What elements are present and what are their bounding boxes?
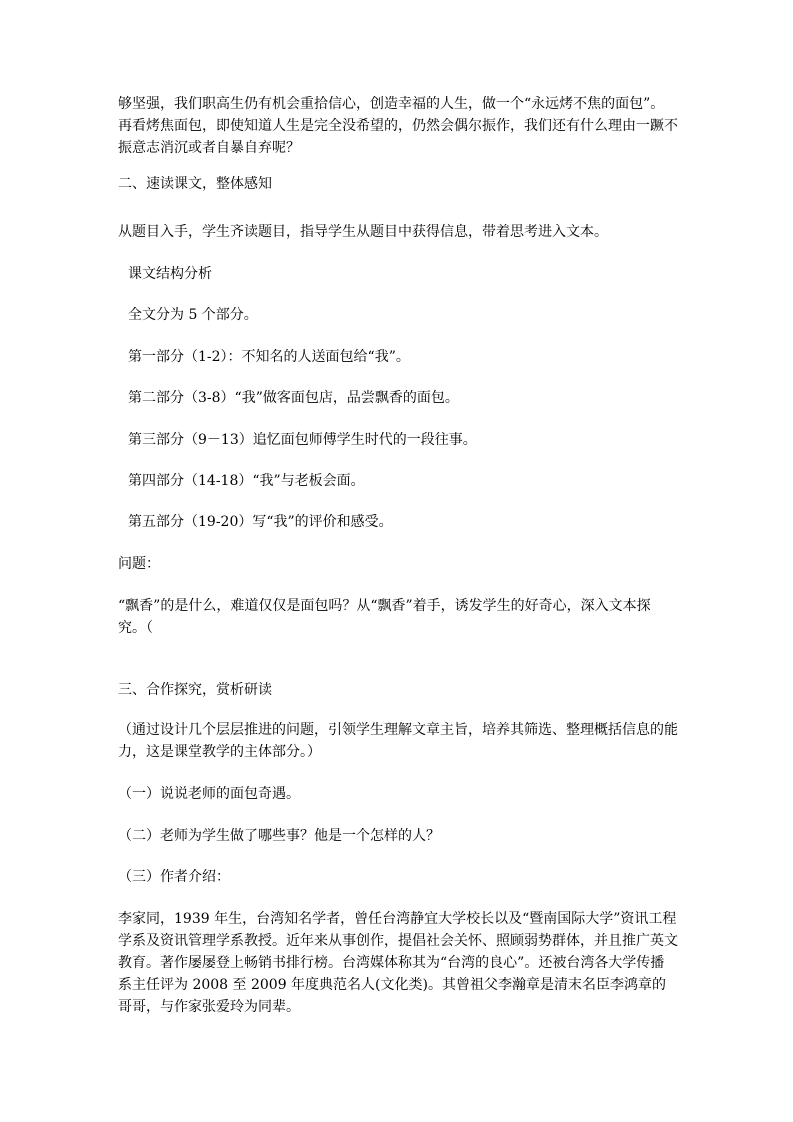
structure-analysis-heading: 课文结构分析	[128, 266, 212, 282]
subquestion-2: （二）老师为学生做了哪些事？他是一个怎样的人？	[118, 828, 440, 844]
question-text: “飘香”的是什么，难道仅仅是面包吗？从“飘香”着手，诱发学生的好奇心，深入文本探究。（	[118, 598, 651, 636]
structure-part-1: 第一部分（1-2）：不知名的人送面包给“我”。	[128, 349, 410, 365]
author-bio: 李家同，1939 年生，台湾知名学者，曾任台湾静宜大学校长以及“暨南国际大学”资讯工程学系及资讯管理学系教授。近年来从事创作，提倡社会关怀、照顾弱势群体，并且推广英文教育。著作屡屡登上畅销书排行榜。台湾媒体称其为“台湾的良心”。还被台湾各大学传播系主任评为 2008 至 2009 年度典范名人(文化类)。其曾祖父李瀚章是清末名臣李鸿章的哥哥，与作家张爱玲为同辈。	[118, 911, 678, 1015]
structure-part-2: 第二部分（3-8）“我”做客面包店，品尝飘香的面包。	[128, 390, 459, 406]
subquestion-3: （三）作者介绍：	[118, 869, 230, 885]
section-heading-2: 二、速读课文，整体感知	[118, 176, 272, 192]
question-label: 问题：	[118, 556, 160, 572]
structure-part-3: 第三部分（9－13）追忆面包师傅学生时代的一段往事。	[128, 432, 477, 448]
paragraph-intro: 够坚强，我们职高生仍有机会重拾信心，创造幸福的人生，做一个“永远烤不焦的面包”。再看烤焦面包，即使知道人生是完全没希望的，仍然会偶尔振作，我们还有什么理由一蹶不振意志消沉或者自暴自弃呢？	[118, 96, 678, 156]
section-heading-3: 三、合作探究，赏析研读	[118, 682, 272, 698]
subquestion-1: （一）说说老师的面包奇遇。	[118, 786, 300, 802]
structure-part-5: 第五部分（19-20）写“我”的评价和感受。	[128, 514, 393, 530]
paragraph-title-reading: 从题目入手，学生齐读题目，指导学生从题目中获得信息，带着思考进入文本。	[118, 224, 608, 240]
structure-part-4: 第四部分（14-18）“我”与老板会面。	[128, 473, 365, 489]
structure-summary: 全文分为 5 个部分。	[128, 307, 258, 323]
paragraph-purpose: （通过设计几个层层推进的问题，引领学生理解文章主旨，培养其筛选、整理概括信息的能力，这是课堂教学的主体部分。）	[118, 722, 678, 760]
